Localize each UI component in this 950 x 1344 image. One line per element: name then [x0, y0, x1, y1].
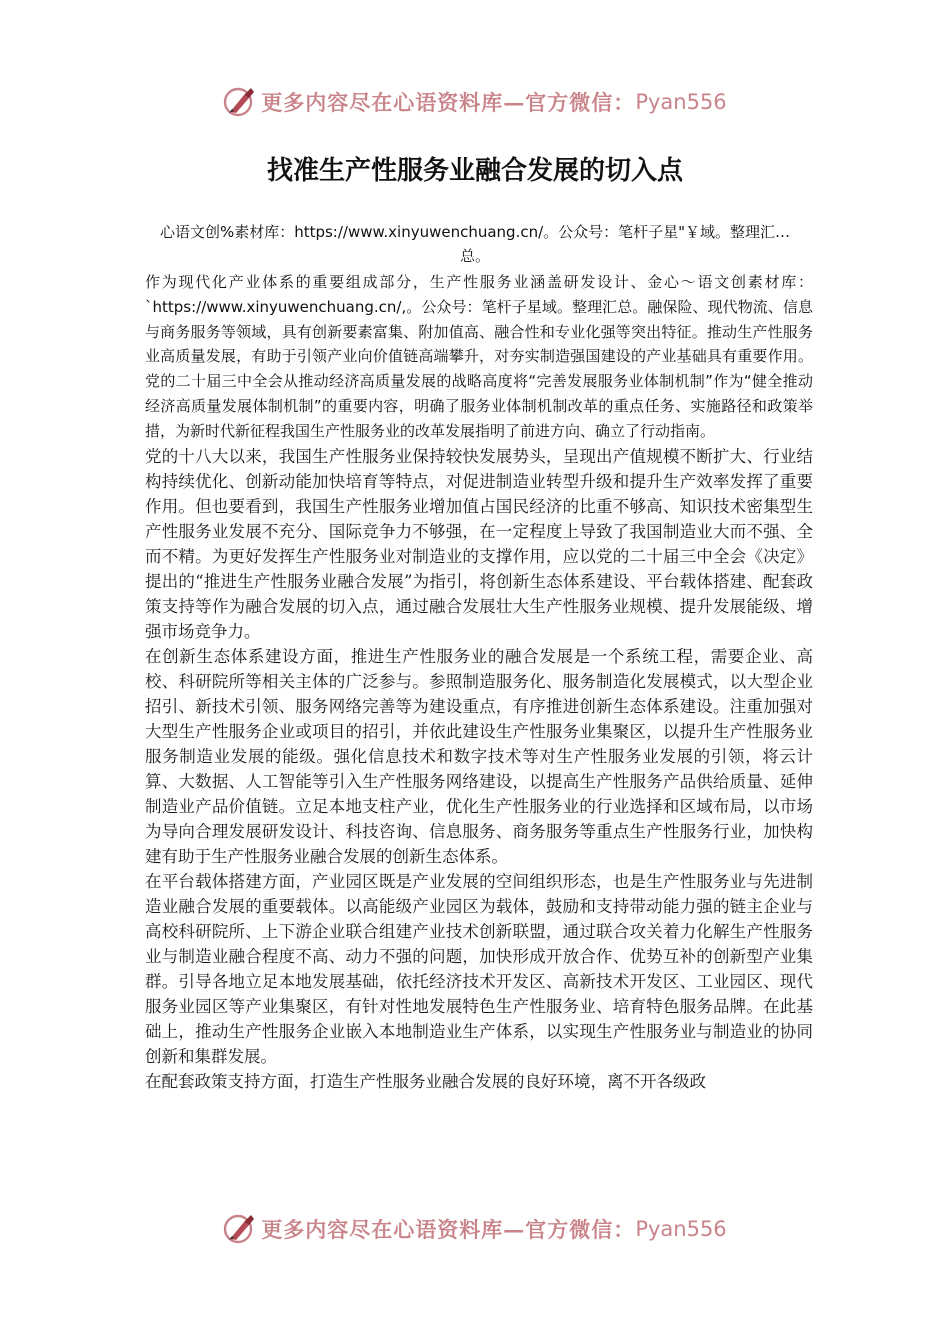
wechat-id: Pyan556 [635, 90, 727, 114]
banner-text: 更多内容尽在心语资料库—官方微信： [261, 90, 636, 115]
header-watermark-banner [0, 82, 950, 122]
article-body [145, 270, 813, 1094]
pen-nib-logo-icon [223, 1212, 257, 1246]
footer-watermark-banner [0, 1209, 950, 1249]
body-paragraph: 在创新生态体系建设方面，推进生产性服务业的融合发展是一个系统工程，需要企业、高校、科研院所等相关主体的广泛参与。参照制造服务化、服务制造化发展模式，以大型企业招引、新技术引领、服务网络完善等为建设重点，有序推进创新生态体系建设。注重加强对大型生产性服务企业或项目的招引，并依此建设生产性服务业集聚区，以提升生产性服务业服务制造业发展的能级。强化信息技术和数字技术等对生产性服务业发展的引领，将云计算、大数据、人工智能等引入生产性服务网络建设，以提高生产性服务产品供给质量、延伸制造业产品价值链。立足本地支柱产业，优化生产性服务业的行业选择和区域布局，以市场为导向合理发展研发设计、科技咨询、信息服务、商务服务等重点生产性服务行业，加快构建有助于生产性服务业融合发展的创新生态体系。 [145, 646, 813, 866]
pen-nib-logo-icon [223, 85, 257, 119]
document-title: 找准生产性服务业融合发展的切入点 [266, 156, 683, 186]
body-paragraph: 党的十八大以来，我国生产性服务业保持较快发展势头，呈现出产值规模不断扩大、行业结构持续优化、创新动能加快培育等特点，对促进制造业转型升级和提升生产效率发挥了重要作用。但也要看到，我国生产性服务业增加值占国民经济的比重不够高、知识技术密集型生产性服务业发展不充分、国际竞争力不够强，在一定程度上导致了我国制造业大而不强、全而不精。为更好发挥生产性服务业对制造业的支撑作用，应以党的二十届三中全会《决定》提出的“推进生产性服务业融合发展”为指引，将创新生态体系建设、平台载体搭建、配套政策支持等作为融合发展的切入点，通过融合发展壮大生产性服务业规模、提升发展能级、增强市场竞争力。 [145, 446, 813, 641]
body-paragraph: 在配套政策支持方面，打造生产性服务业融合发展的良好环境，离不开各级政 [145, 1071, 706, 1091]
banner-text: 更多内容尽在心语资料库—官方微信： [261, 1217, 636, 1242]
lead-paragraph: 作为现代化产业体系的重要组成部分，生产性服务业涵盖研发设计、金心～语文创素材库：`https://www.xinyuwenchuang.cn/,。公众号：笔杆子星域。整理汇总。融保险、现代物流、信息与商务服务等领域，具有创新要素富集、附加值高、融合性和专业化强等突出特征。推动生产性服务业高质量发展，有助于引领产业向价值链高端攀升，对夯实制造强国建设的产业基础具有重要作用。党的二十届三中全会从推动经济高质量发展的战略高度将“完善发展服务业体制机制”作为“健全推动经济高质量发展体制机制”的重要内容，明确了服务业体制机制改革的重点任务、实施路径和政策举措，为新时代新征程我国生产性服务业的改革发展指明了前进方向、确立了行动指南。 [145, 273, 813, 440]
source-meta-line: 心语文创%素材库：https://www.xinyuwenchuang.cn/。公众号：笔杆子星"￥域。整理汇…总。 [159, 223, 791, 265]
wechat-id: Pyan556 [635, 1217, 727, 1241]
body-paragraph: 在平台载体搭建方面，产业园区既是产业发展的空间组织形态，也是生产性服务业与先进制造业融合发展的重要载体。以高能级产业园区为载体，鼓励和支持带动能力强的链主企业与高校科研院所、上下游企业联合组建产业技术创新联盟，通过联合攻关着力化解生产性服务业与制造业融合程度不高、动力不强的问题，加快形成开放合作、优势互补的创新型产业集群。引导各地立足本地发展基础，依托经济技术开发区、高新技术开发区、工业园区、现代服务业园区等产业集聚区，有针对性地发展特色生产性服务业、培育特色服务品牌。在此基础上，推动生产性服务企业嵌入本地制造业生产体系，以实现生产性服务业与制造业的协同创新和集群发展。 [145, 871, 813, 1066]
